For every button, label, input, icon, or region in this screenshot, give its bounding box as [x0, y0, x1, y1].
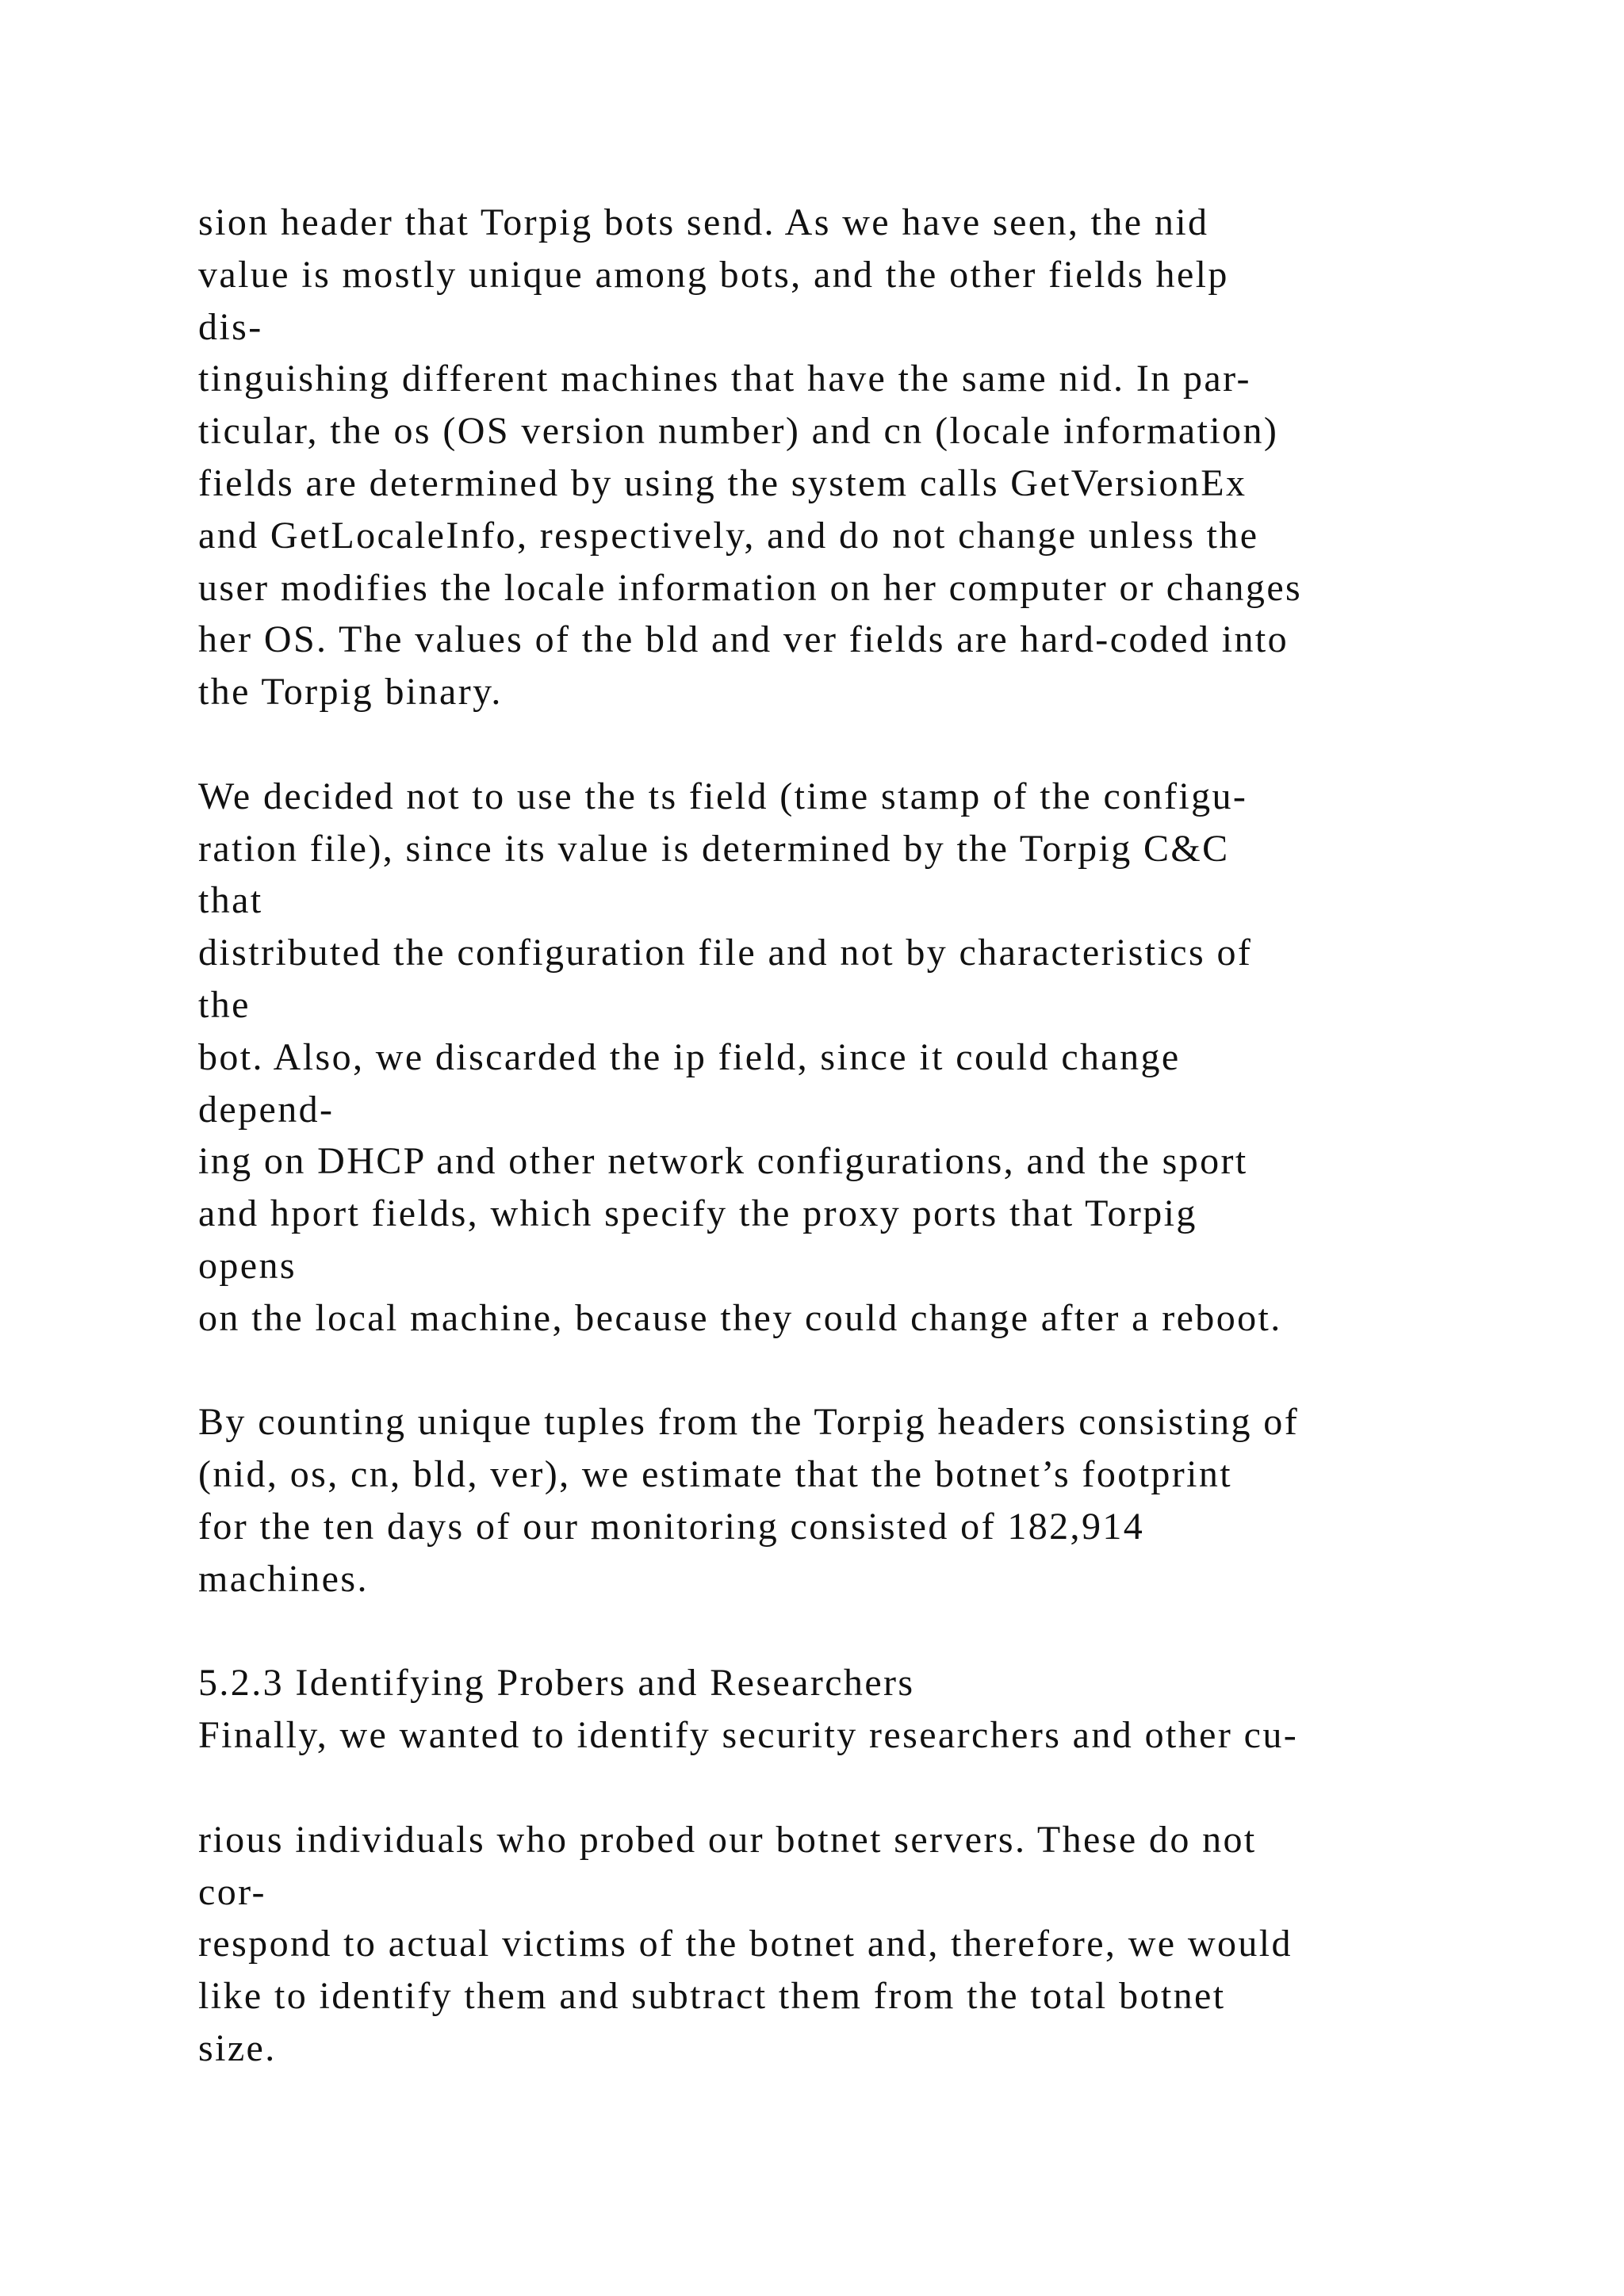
text-line: distributed the configuration file and not by characteristics of: [198, 932, 1253, 974]
text-line: and hport fields, which specify the proxy ports that Torpig: [198, 1192, 1197, 1235]
text-line: sion header that Torpig bots send. As we have seen, the nid: [198, 201, 1209, 243]
text-line: By counting unique tuples from the Torpig headers consisting of: [198, 1401, 1300, 1444]
text-line: size.: [198, 2026, 277, 2069]
text-line: cor-: [198, 1870, 266, 1913]
body-text: [198, 197, 1530, 2075]
text-line: value is mostly unique among bots, and the other fields help: [198, 253, 1229, 296]
text-line: fields are determined by using the system calls GetVersionEx: [198, 461, 1247, 504]
text-line: and GetLocaleInfo, respectively, and do not change unless the: [198, 514, 1259, 557]
text-line: tinguishing different machines that have the same nid. In par-: [198, 358, 1251, 400]
text-line: her OS. The values of the bld and ver fields are hard-coded into: [198, 618, 1289, 661]
section-heading: 5.2.3 Identifying Probers and Researchers: [198, 1662, 915, 1705]
text-line: for the ten days of our monitoring consisted of 182,914: [198, 1505, 1145, 1548]
text-line: We decided not to use the ts field (time stamp of the configu-: [198, 775, 1248, 817]
text-line: depend-: [198, 1088, 335, 1131]
blank-line: [198, 1345, 1530, 1397]
blank-line: [198, 1605, 1530, 1658]
text-line: respond to actual victims of the botnet and, therefore, we would: [198, 1923, 1293, 1965]
text-line: on the local machine, because they could change after a reboot.: [198, 1296, 1282, 1339]
text-line: opens: [198, 1244, 297, 1287]
text-line: the Torpig binary.: [198, 671, 503, 714]
text-line: rious individuals who probed our botnet servers. These do not: [198, 1818, 1257, 1861]
text-line: ration file), since its value is determined by the Torpig C&C: [198, 827, 1230, 870]
blank-line: [198, 718, 1530, 771]
text-line: bot. Also, we discarded the ip field, since it could change: [198, 1035, 1181, 1078]
text-line: dis-: [198, 305, 263, 348]
text-line: user modifies the locale information on her computer or changes: [198, 566, 1303, 609]
text-line: ticular, the os (OS version number) and cn (locale information): [198, 410, 1279, 453]
blank-line: [198, 1762, 1530, 1814]
text-line: (nid, os, cn, bld, ver), we estimate that the botnet’s footprint: [198, 1453, 1233, 1496]
text-line: like to identify them and subtract them from the total botnet: [198, 1975, 1226, 2018]
text-line: ing on DHCP and other network configurations, and the sport: [198, 1140, 1248, 1183]
text-line: the: [198, 983, 251, 1026]
text-line: that: [198, 879, 263, 922]
text-line: Finally, we wanted to identify security researchers and other cu-: [198, 1714, 1299, 1757]
text-line: machines.: [198, 1557, 369, 1600]
